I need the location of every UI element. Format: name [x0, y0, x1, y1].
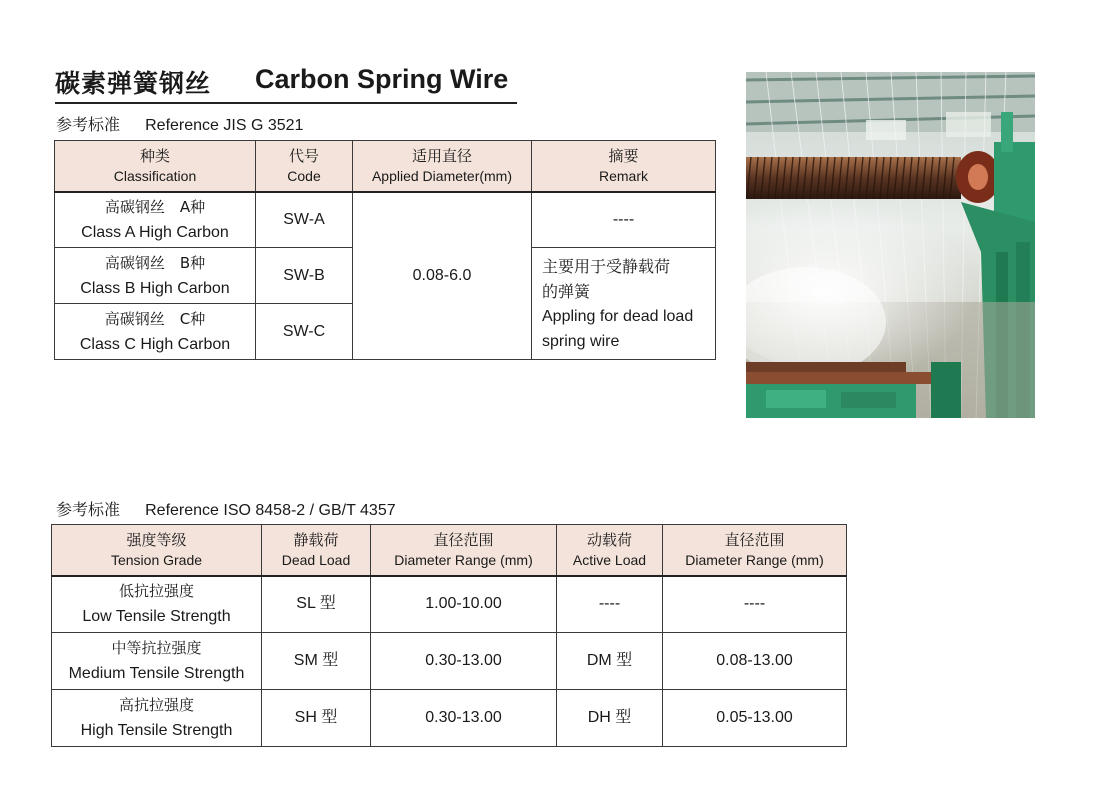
header-active-load: 动载荷 Active Load: [557, 525, 663, 576]
active-load-cell: DH 型: [557, 690, 663, 747]
tension-grade-table: [51, 524, 847, 747]
header-classification: 种类 Classification: [55, 141, 256, 192]
code-cell: SW-B: [256, 248, 353, 304]
title-zh: 碳素弹簧钢丝: [55, 69, 212, 98]
classification-cell: 高碳钢丝 A种 Class A High Carbon: [55, 192, 256, 248]
tension-grade-cell: 低抗拉强度 Low Tensile Strength: [52, 576, 262, 633]
table-header-row: [52, 525, 847, 576]
factory-photo: [746, 72, 1035, 418]
reference-jis: [56, 112, 303, 135]
page-title: [55, 62, 517, 104]
table-row: [55, 192, 716, 248]
remark-cell: ----: [532, 192, 716, 248]
reference-iso: [56, 497, 396, 520]
reference-label: 参考标准: [56, 500, 121, 519]
header-dead-load: 静载荷 Dead Load: [262, 525, 371, 576]
active-load-cell: DM 型: [557, 633, 663, 690]
dead-load-cell: SM 型: [262, 633, 371, 690]
dead-load-cell: SH 型: [262, 690, 371, 747]
header-remark: 摘要 Remark: [532, 141, 716, 192]
header-applied-diameter: 适用直径 Applied Diameter(mm): [353, 141, 532, 192]
table-row: [52, 633, 847, 690]
classification-cell: 高碳钢丝 C种 Class C High Carbon: [55, 304, 256, 360]
reference-label: 参考标准: [56, 115, 121, 134]
active-range-cell: 0.08-13.00: [663, 633, 847, 690]
table-row: [52, 690, 847, 747]
dead-range-cell: 1.00-10.00: [371, 576, 557, 633]
tension-grade-cell: 中等抗拉强度 Medium Tensile Strength: [52, 633, 262, 690]
table-row: [52, 576, 847, 633]
code-cell: SW-C: [256, 304, 353, 360]
table-header-row: [55, 141, 716, 192]
header-code: 代号 Code: [256, 141, 353, 192]
header-active-diameter-range: 直径范围 Diameter Range (mm): [663, 525, 847, 576]
remark-cell: 主要用于受静载荷 的弹簧 Appling for dead load spring wire: [532, 248, 716, 360]
reference-standard: Reference JIS G 3521: [145, 117, 304, 134]
code-cell: SW-A: [256, 192, 353, 248]
dead-load-cell: SL 型: [262, 576, 371, 633]
reference-standard: Reference ISO 8458-2 / GB/T 4357: [145, 502, 396, 519]
title-en: Carbon Spring Wire: [255, 64, 509, 94]
active-range-cell: ----: [663, 576, 847, 633]
classification-table: [54, 140, 716, 360]
applied-diameter-cell: 0.08-6.0: [353, 192, 532, 360]
classification-cell: 高碳钢丝 B种 Class B High Carbon: [55, 248, 256, 304]
active-range-cell: 0.05-13.00: [663, 690, 847, 747]
dead-range-cell: 0.30-13.00: [371, 690, 557, 747]
tension-grade-cell: 高抗拉强度 High Tensile Strength: [52, 690, 262, 747]
dead-range-cell: 0.30-13.00: [371, 633, 557, 690]
active-load-cell: ----: [557, 576, 663, 633]
header-dead-diameter-range: 直径范围 Diameter Range (mm): [371, 525, 557, 576]
header-tension-grade: 强度等级 Tension Grade: [52, 525, 262, 576]
